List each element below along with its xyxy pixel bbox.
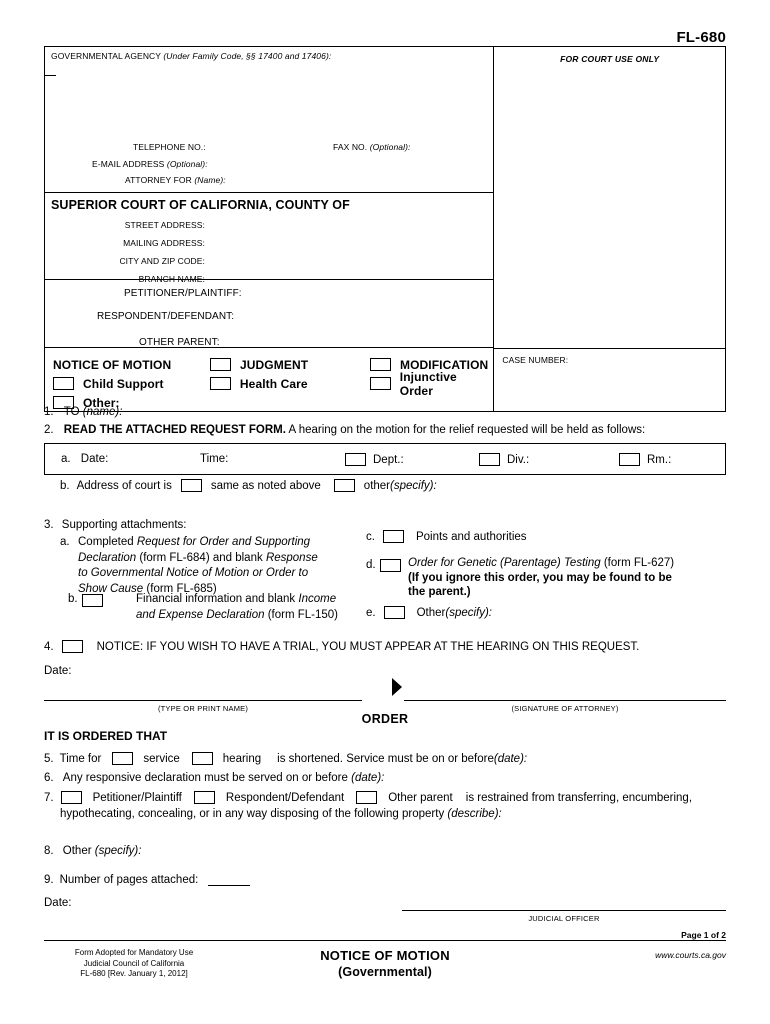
footer-title: NOTICE OF MOTION	[320, 948, 450, 963]
checkbox-3e-other[interactable]	[384, 606, 405, 619]
item-3d-line-1	[408, 556, 726, 571]
print-name-caption: (TYPE OR PRINT NAME)	[157, 704, 249, 713]
checkbox-other-address[interactable]	[334, 479, 355, 492]
mailing-address-label: MAILING ADDRESS:	[123, 238, 205, 248]
item-3b	[68, 592, 368, 623]
item-5-tail: is shortened. Service must be on or before	[277, 752, 494, 765]
attorney-date-label: Date:	[44, 665, 72, 677]
item-7-respondent-label: Respondent/Defendant	[225, 791, 345, 804]
hearing-div-label: Div.:	[507, 453, 530, 466]
item-3b-l1-italic: Income	[298, 593, 337, 605]
item-3c-letter: c.	[366, 530, 375, 543]
item-8-text: Other	[62, 845, 95, 857]
hearing-dept-label: Dept.:	[373, 453, 404, 466]
item-7-restraining	[44, 791, 692, 804]
pages-attached-blank[interactable]	[208, 875, 250, 886]
item-3d-l2-bold: (If you ignore this order, you may be found to be	[408, 571, 672, 584]
item-1-text: TO	[63, 406, 83, 418]
footer-line-2: Judicial Council of California	[83, 958, 185, 968]
it-is-ordered-text: IT IS ORDERED THAT	[44, 729, 168, 743]
item-2b-address-of-court	[60, 479, 437, 492]
checkbox-rm[interactable]	[619, 453, 640, 466]
item-7-other-parent-label: Other parent	[388, 791, 453, 804]
hearing-rm-label: Rm.:	[647, 453, 672, 466]
hearing-time-cell[interactable]	[200, 453, 228, 465]
item-2-rest-text: A hearing on the motion for the relief requested will be held as follows:	[285, 424, 646, 436]
item-3d-body	[366, 556, 726, 600]
attorney-signature-line[interactable]	[404, 700, 726, 701]
item-7-number: 7.	[44, 791, 54, 804]
caption-table	[44, 46, 726, 412]
checkbox-3c-points-authorities[interactable]	[383, 530, 404, 543]
item-5-date-hint: (date):	[493, 752, 528, 765]
fax-label: FAX NO.	[333, 142, 368, 152]
item-6-number: 6.	[44, 772, 54, 784]
item-3a-l3-italic: to Governmental Notice of Motion or Order to	[78, 567, 309, 579]
checkbox-7-respondent[interactable]	[194, 791, 215, 804]
form-number: FL-680	[676, 29, 726, 46]
hearing-time-label: Time:	[200, 453, 229, 465]
item-2b-specify-hint: (specify):	[390, 479, 437, 492]
city-zip-label: CITY AND ZIP CODE:	[119, 256, 205, 266]
order-section-label: ORDER	[361, 712, 409, 726]
item-3-number: 3.	[44, 519, 54, 531]
item-7-tail: is restrained from transferring, encumbering,	[465, 791, 693, 804]
agency-label: GOVERNMENTAL AGENCY	[51, 51, 161, 61]
item-3a-letter: a.	[60, 536, 70, 548]
title-cell-injunctive-order[interactable]	[370, 370, 494, 398]
parties-block[interactable]	[45, 280, 493, 348]
signature-arrow-icon	[392, 678, 402, 696]
item-5-time-shortened	[44, 752, 527, 765]
item-3e-letter: e.	[366, 606, 376, 619]
checkbox-injunctive-order[interactable]	[370, 377, 391, 390]
item-4-number: 4.	[44, 640, 54, 653]
item-3a-l2-plain: (form FL-684) and blank	[136, 551, 266, 564]
item-3a-l2-italic2: Response	[265, 551, 318, 564]
left-tick-mark	[45, 75, 56, 76]
judicial-date-label: Date:	[44, 897, 72, 909]
item-3b-l1-plain: Financial information and blank	[136, 593, 299, 605]
it-is-ordered-heading	[44, 729, 167, 743]
item-3d-letter: d.	[366, 559, 376, 571]
health-care-label: Health Care	[239, 376, 308, 391]
item-4-notice	[44, 640, 639, 653]
street-address-label: STREET ADDRESS:	[124, 220, 205, 230]
item-5-service-label: service	[143, 752, 180, 765]
item-2b-letter: b.	[60, 479, 70, 492]
item-8-other	[44, 845, 141, 857]
for-court-use-only-label: FOR COURT USE ONLY	[560, 54, 660, 64]
item-9-text: Number of pages attached:	[59, 874, 199, 886]
hearing-details-box	[44, 443, 726, 475]
hearing-date-cell[interactable]	[61, 453, 108, 465]
footer-line-3: FL-680 [Rev. January 1, 2012]	[80, 969, 188, 978]
checkbox-dept[interactable]	[345, 453, 366, 466]
item-2b-same-label: same as noted above	[210, 479, 321, 492]
item-8-number: 8.	[44, 845, 54, 857]
item-3a-line-2	[78, 551, 360, 567]
attorney-signature-caption: (SIGNATURE OF ATTORNEY)	[511, 704, 619, 713]
checkbox-child-support[interactable]	[53, 377, 74, 390]
item-9-number: 9.	[44, 874, 54, 886]
other-parent-label: OTHER PARENT:	[139, 337, 220, 348]
title-cell-health-care[interactable]	[210, 377, 370, 391]
item-3d-l1-italic: Order for Genetic (Parentage) Testing	[408, 557, 601, 569]
item-3d-line-3	[408, 585, 726, 600]
item-6-text: Any responsive declaration must be served on or before	[62, 772, 352, 784]
superior-court-heading: SUPERIOR COURT OF CALIFORNIA, COUNTY OF	[51, 198, 350, 212]
item-5-number: 5.	[44, 752, 54, 765]
item-2b-other-label: other	[363, 479, 391, 492]
caption-left-column	[45, 47, 494, 411]
modification-label: MODIFICATION	[400, 357, 489, 372]
title-cell-child-support[interactable]	[53, 377, 210, 391]
hearing-dept-cell[interactable]	[345, 453, 404, 466]
item-3a-l2-italic1: Declaration	[78, 551, 137, 564]
judicial-officer-line[interactable]	[402, 910, 726, 911]
email-label-row	[92, 159, 208, 169]
judicial-officer-caption: JUDICIAL OFFICER	[528, 914, 600, 923]
item-2-bold-text: READ THE ATTACHED REQUEST FORM.	[63, 424, 286, 436]
child-support-label: Child Support	[83, 376, 164, 391]
item-7-line-2	[60, 808, 502, 820]
item-3c-text: Points and authorities	[415, 530, 527, 543]
hearing-rm-cell[interactable]	[619, 453, 671, 466]
item-4-text: NOTICE: IF YOU WISH TO HAVE A TRIAL, YOU MUST APPEAR AT THE HEARING ON THIS REQUEST.	[96, 640, 640, 653]
item-3e-specify-hint: (specify):	[445, 606, 493, 619]
checkbox-3b-financial-info[interactable]	[82, 594, 103, 607]
item-3e	[366, 606, 492, 619]
item-3a	[60, 535, 360, 597]
item-1-number: 1.	[44, 406, 54, 418]
item-3a-line-1	[78, 535, 360, 551]
hearing-div-cell[interactable]	[479, 453, 529, 466]
item-7-petitioner-label: Petitioner/Plaintiff	[92, 791, 182, 804]
item-6-date-hint: (date):	[351, 772, 385, 784]
case-number-block[interactable]	[494, 348, 725, 411]
case-number-label: CASE NUMBER:	[502, 355, 569, 365]
item-3a-body	[60, 535, 360, 597]
email-optional: (Optional):	[166, 159, 208, 169]
item-3c	[366, 530, 527, 543]
checkbox-same-as-noted-above[interactable]	[181, 479, 202, 492]
injunctive-order-label: Injunctive Order	[399, 369, 457, 398]
telephone-label: TELEPHONE NO.:	[133, 142, 206, 152]
fax-label-row	[333, 142, 411, 152]
checkbox-3d-genetic-testing[interactable]	[380, 559, 401, 572]
item-9-pages-attached	[44, 874, 250, 886]
checkbox-5-hearing[interactable]	[192, 752, 213, 765]
checkbox-4-notice[interactable]	[62, 640, 83, 653]
checkbox-health-care[interactable]	[210, 377, 231, 390]
item-1-to	[44, 406, 122, 418]
agency-citation: (Under Family Code, §§ 17400 and 17406):	[163, 51, 332, 61]
petitioner-label: PETITIONER/PLAINTIFF:	[124, 288, 242, 299]
court-block[interactable]	[45, 193, 493, 284]
governmental-agency-block[interactable]	[45, 47, 493, 193]
item-1-name-hint: (name):	[82, 406, 123, 418]
footer-divider	[44, 940, 726, 941]
item-3-supporting-attachments	[44, 519, 186, 531]
item-3b-body	[68, 592, 368, 623]
footer-subtitle: (Governmental)	[338, 965, 432, 979]
item-2b-lead: Address of court is	[76, 479, 172, 492]
item-3-heading: Supporting attachments:	[61, 519, 187, 531]
item-2-number: 2.	[44, 424, 54, 436]
form-title-block	[45, 348, 493, 411]
item-7-describe-hint: (describe):	[447, 808, 502, 820]
item-3b-line-1	[136, 592, 368, 608]
hearing-date-label: Date:	[80, 453, 109, 465]
title-cell-judgment[interactable]	[210, 358, 370, 372]
branch-name-label: BRANCH NAME:	[138, 274, 205, 284]
checkbox-5-service[interactable]	[112, 752, 133, 765]
item-5-lead: Time for	[59, 752, 102, 765]
footer-line-1: Form Adopted for Mandatory Use	[74, 948, 194, 957]
other-title-label: Other:	[83, 395, 120, 410]
item-3a-l1-plain: Completed	[78, 536, 137, 548]
item-3b-line-2	[136, 608, 368, 624]
item-5-hearing-label: hearing	[222, 752, 262, 765]
item-3e-text: Other	[416, 606, 446, 619]
notice-of-motion-title: NOTICE OF MOTION	[53, 357, 172, 372]
item-6-responsive-declaration	[44, 772, 384, 784]
item-3a-l1-italic: Request for Order and Supporting	[136, 536, 311, 548]
item-3b-letter: b.	[68, 593, 78, 605]
caption-right-column	[494, 47, 725, 411]
agency-label-row	[51, 51, 487, 61]
attorney-for-row	[125, 175, 226, 185]
judgment-label: JUDGMENT	[240, 357, 309, 372]
email-label: E-MAIL ADDRESS	[92, 159, 165, 169]
item-3b-l2-plain: (form FL-150)	[264, 608, 338, 621]
page-number: Page 1 of 2	[681, 930, 726, 940]
item-3d-l1-plain: (form FL-627)	[600, 557, 675, 569]
item-3d	[366, 556, 726, 600]
item-2a-letter: a.	[61, 453, 71, 465]
item-3d-line-2	[408, 571, 726, 586]
item-3a-l4-plain: (form FL-685)	[143, 582, 217, 595]
attorney-for-label: ATTORNEY FOR	[125, 175, 192, 185]
item-3a-l4-italic: Show Cause	[78, 582, 144, 595]
fax-optional: (Optional):	[369, 142, 411, 152]
item-3b-l2-italic: and Expense Declaration	[136, 608, 265, 621]
title-cell-notice	[53, 358, 210, 372]
respondent-label: RESPONDENT/DEFENDANT:	[97, 311, 235, 322]
item-8-specify-hint: (specify):	[94, 845, 142, 857]
checkbox-7-petitioner[interactable]	[61, 791, 82, 804]
item-3d-l3-bold: the parent.)	[408, 586, 471, 598]
item-3a-line-3	[78, 566, 360, 582]
title-row-2	[53, 369, 493, 398]
courts-website-url: www.courts.ca.gov	[655, 950, 726, 960]
checkbox-judgment[interactable]	[210, 358, 231, 371]
item-2-read-attached	[44, 424, 645, 436]
print-name-line[interactable]	[44, 700, 362, 701]
item-7-line2-plain: hypothecating, concealing, or in any way disposing of the following property	[60, 808, 448, 820]
checkbox-7-other-parent[interactable]	[356, 791, 377, 804]
checkbox-div[interactable]	[479, 453, 500, 466]
attorney-for-name: (Name):	[194, 175, 226, 185]
